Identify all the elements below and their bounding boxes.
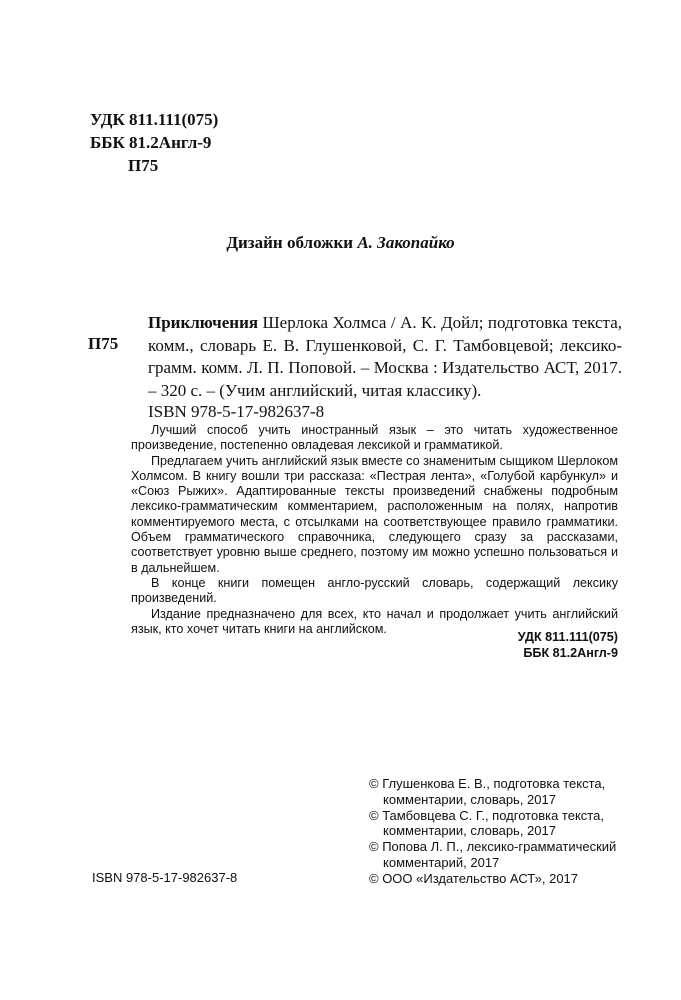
copyright-block [369,776,634,887]
annotation-bbk: ББК 81.2Англ-9 [523,646,618,660]
annotation [131,423,618,637]
bottom-isbn: ISBN 978-5-17-982637-8 [92,870,238,885]
book-title: Приключения [148,313,259,332]
annotation-udk: УДК 811.111(075) [517,630,618,644]
cover-design-credit [0,233,681,253]
copyright-line: © ООО «Издательство АСТ», 2017 [369,870,579,886]
udk-code: УДК 811.111(075) [90,110,219,129]
catalog-author-mark: П75 [88,334,119,353]
catalog-entry-text: Шерлока Холмса / А. К. Дойл; подготовка текста, комм., словарь Е. В. Глушенковой, С. Г. Тамбовцевой; лексико-грамм. комм. Л. П. Поповой. – Москва : Издательство АСТ, 2017. – 320 с. – (Учим английский, читая классику). [148,313,622,400]
annotation-paragraph: Издание предназначено для всех, кто начал и продолжает учить английский язык, кто хочет читать книги на английском. [131,606,618,636]
copyright-line: © Тамбовцева С. Г., подготовка текста, комментарии, словарь, 2017 [369,807,604,839]
catalog-entry [148,312,622,402]
cover-designer-name: А. Закопайко [357,233,455,252]
copyright-line: © Глушенкова Е. В., подготовка текста, комментарии, словарь, 2017 [369,776,606,807]
annotation-paragraph: Предлагаем учить английский язык вместе со знаменитым сыщиком Шерлоком Холмсом. В книгу вошли три рассказа: «Пестрая лента», «Голубой карбункул» и «Союз Рыжих». Адаптированные тексты произведений снабжены подробным лексико-грамматическим комментарием, расположенным на полях, напротив комментируемого места, с отсылками на соответствующее правило грамматики. Объем грамматического справочника, следующего сразу за рассказами, соответствует уровню выше среднего, поэтому им можно успешно пользоваться и в дальнейшем. [131,453,618,575]
catalog-isbn: ISBN 978-5-17-982637-8 [148,402,325,421]
annotation-codes [470,629,618,661]
annotation-paragraph: В конце книги помещен англо-русский словарь, содержащий лексику произведений. [131,575,618,606]
classification-codes [90,108,218,177]
bbk-code: ББК 81.2Англ-9 [90,133,212,152]
author-mark: П75 [128,156,159,175]
copyright-line: © Попова Л. П., лексико-грамматический комментарий, 2017 [369,839,617,870]
annotation-paragraph: Лучший способ учить иностранный язык – это читать художественное произведение, постепенно овладевая лексикой и грамматикой. [131,423,618,453]
cover-design-label: Дизайн обложки [226,233,354,252]
